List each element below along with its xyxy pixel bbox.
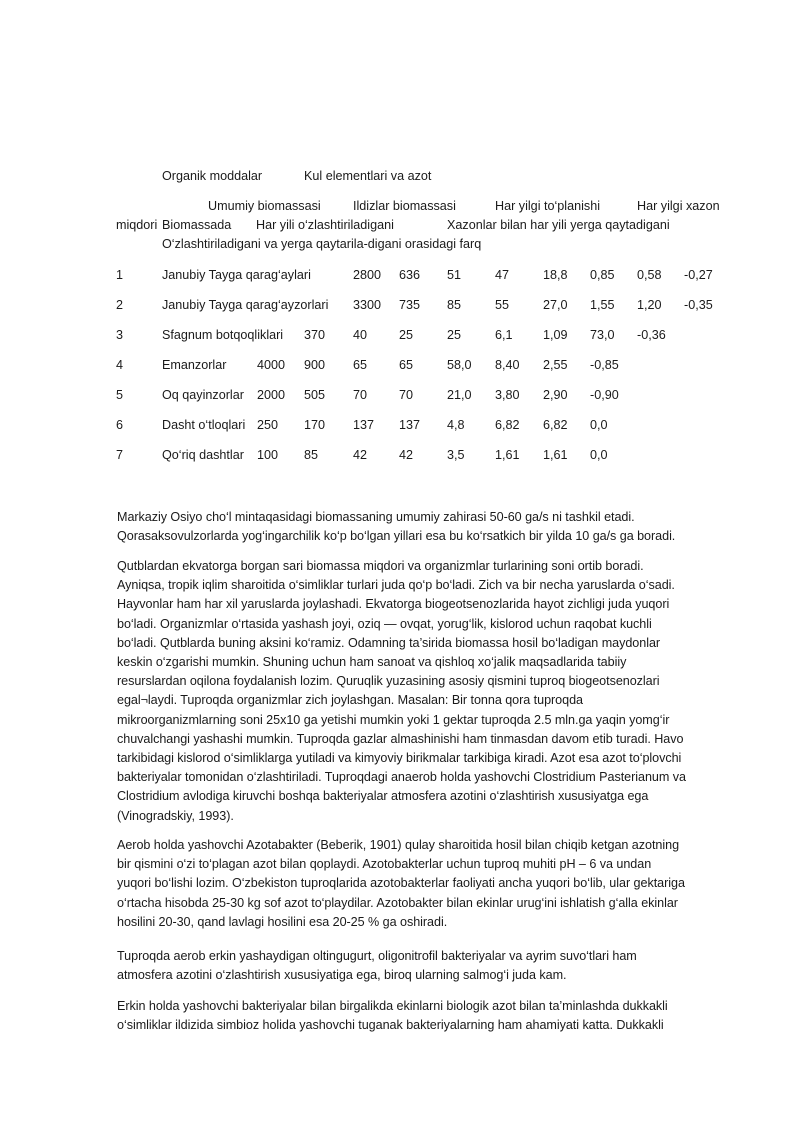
row-cell: 8,40 — [495, 358, 520, 372]
text-line: keskin o‘zgarishi mumkin. Shuning uchun ham sanoat va qishloq xo‘jalik maqsadlarida tabiiy — [117, 655, 627, 670]
row-cell: 6,1 — [495, 328, 513, 342]
row-cell: 3300 — [353, 298, 382, 312]
text-line: Markaziy Osiyo cho‘l mintaqasidagi biomassaning umumiy zahirasi 50-60 ga/s ni tashkil etadi. — [117, 510, 635, 524]
row-name: Janubiy Tayga qarag‘ayzorlari — [162, 298, 329, 312]
row-number: 3 — [116, 328, 124, 342]
text-line: Ayniqsa, tropik iqlim sharoitida o‘simliklar turlari juda qo‘p bo‘ladi. Zich va bir necha yaruslarda o‘sadi. — [117, 578, 675, 593]
row-cell: 70 — [399, 388, 414, 402]
text-line: hosilini 20-30, qand lavlagi hosilini esa 20-25 % ga oshiradi. — [117, 914, 448, 929]
row-cell: 85 — [447, 298, 462, 312]
row-cell: 2800 — [353, 268, 382, 282]
text-line: egal¬laydi. Tuproqda organizmlar zich joylashgan. Masalan: Bir tonna qora tuproqda — [117, 693, 584, 708]
row-number: 4 — [116, 358, 124, 372]
paragraph — [117, 947, 729, 985]
row-cell: 100 — [257, 448, 279, 462]
row-cell: 137 — [353, 418, 375, 432]
row-cell: 0,0 — [590, 448, 608, 462]
text-line: bir qismini o‘zi to‘plagan azot bilan qoplaydi. Azotobakterlar uchun tuproq muhiti pH – 6 va undan — [117, 857, 652, 872]
text-line: resurslardan oqilona foydalanish lozim. Quruqlik yuzasining asosiy qismini tuproq biogeotsenozlari — [117, 674, 660, 689]
text-line: Clostridium avlodiga kiruvchi boshqa bakteriyalar atmosfera azotini o‘zlashtirish xususiyatga ega — [117, 789, 649, 804]
header-ash: Kul elementlari va azot — [304, 169, 432, 183]
text-line: atmosfera azotini o‘zlashtirish xususiyatiga ega, biroq ularning salmog‘i juda kam. — [117, 968, 567, 983]
header-umumiy: Umumiy biomassasi — [208, 199, 321, 213]
row-cell: 1,61 — [495, 448, 520, 462]
row-cell: 900 — [304, 358, 326, 372]
row-cell: 3,5 — [447, 448, 465, 462]
paragraph — [117, 997, 729, 1035]
row-name: Dasht o‘tloqlari — [162, 418, 246, 432]
text-line: o‘simliklar ildizida simbioz holida yashovchi tuganak bakteriyalarning ham ahamiyati katta. Dukkakli — [117, 1018, 664, 1033]
text-line: tarkibidagi kislorod o‘simliklarga yutiladi va kimyoviy birikmalar tarkibiga kiradi. Azot esa azot to‘plovchi — [117, 751, 682, 766]
paragraph — [117, 557, 729, 826]
row-name: Janubiy Tayga qarag‘aylari — [162, 268, 311, 282]
row-cell: 505 — [304, 388, 326, 402]
row-number: 2 — [116, 298, 124, 312]
header-biomassada: Biomassada — [162, 218, 232, 232]
text-line: bakteriyalar tomonidan o‘zlashtiriladi. Tuproqdagi anaerob holda yashovchi Clostridium Pasterianum va — [117, 770, 686, 785]
row-cell: 42 — [399, 448, 414, 462]
header-har-yilgi: Har yilgi to‘planishi — [495, 199, 600, 213]
row-cell: 70 — [353, 388, 368, 402]
paragraph — [117, 836, 729, 932]
row-cell: -0,35 — [684, 298, 713, 312]
row-number: 7 — [116, 448, 124, 462]
row-name: Qo‘riq dashtlar — [162, 448, 244, 462]
row-cell: 735 — [399, 298, 421, 312]
row-cell: 636 — [399, 268, 421, 282]
header-miqdori: miqdori — [116, 218, 158, 232]
text-line: o‘rtacha hisobda 25-30 kg sof azot to‘playdilar. Azotobakter bilan ekinlar urug‘ini ishlatish g‘alla ekinlar — [117, 895, 678, 910]
text-line: bo‘ladi. Qutblarda buning aksini ko‘ramiz. Odamning ta’sirida biomassa hosil bo‘ladigan maydonlar — [117, 635, 661, 650]
header-organic: Organik moddalar — [162, 169, 263, 183]
row-cell: 2,55 — [543, 358, 568, 372]
text-line: chuvalchangi yashashi mumkin. Tuproqda gazlar almashinishi ham tinmasdan davom etib turadi. Havo — [117, 731, 684, 746]
paragraph — [117, 508, 729, 546]
row-cell: -0,90 — [590, 388, 619, 402]
row-cell: 21,0 — [447, 388, 472, 402]
row-cell: 1,55 — [590, 298, 615, 312]
row-cell: 6,82 — [543, 418, 568, 432]
row-cell: 0,0 — [590, 418, 608, 432]
text-line: (Vinogradskiy, 1993). — [117, 808, 234, 823]
row-cell: -0,85 — [590, 358, 619, 372]
row-cell: 1,20 — [637, 298, 662, 312]
text-line: Qutblardan ekvatorga borgan sari biomassa miqdori va organizmlar turlarining soni ortib boradi. — [117, 559, 644, 573]
text-line: Qorasaksovulzorlarda yog‘ingarchilik ko‘p bo‘lgan yillari esa bu ko‘rsatkich bir yilda 10 ga/s ga boradi. — [117, 529, 676, 544]
text-line: Tuproqda aerob erkin yashaydigan oltingugurt, oligonitrofil bakteriyalar va ayrim suvo‘tlari ham — [117, 949, 637, 963]
row-cell: 0,85 — [590, 268, 615, 282]
row-number: 1 — [116, 268, 124, 282]
row-cell: -0,36 — [637, 328, 666, 342]
row-cell: 25 — [447, 328, 462, 342]
text-line: Hayvonlar ham har xil yaruslarda joylashadi. Ekvatorga biogeotsenozlarida hayot zichligi juda yuqori — [117, 597, 670, 612]
header-xazon: Har yilgi xazon — [637, 199, 720, 213]
row-cell: 4,8 — [447, 418, 465, 432]
row-cell: -0,27 — [684, 268, 713, 282]
row-cell: 40 — [353, 328, 368, 342]
header-ildiz: Ildizlar biomassasi — [353, 199, 456, 213]
header-har-yili: Har yili o‘zlashtiriladigani — [256, 218, 394, 232]
header-farq: O‘zlashtiriladigani va yerga qaytarila-digani orasidagi farq — [162, 237, 482, 251]
row-cell: 170 — [304, 418, 326, 432]
row-cell: 3,80 — [495, 388, 520, 402]
row-cell: 137 — [399, 418, 421, 432]
row-name: Oq qayinzorlar — [162, 388, 244, 402]
row-cell: 250 — [257, 418, 279, 432]
row-cell: 370 — [304, 328, 326, 342]
row-cell: 1,09 — [543, 328, 568, 342]
row-name: Sfagnum botqoqliklari — [162, 328, 284, 342]
header-xazonlar: Xazonlar bilan har yili yerga qaytadigani — [447, 218, 670, 232]
row-number: 5 — [116, 388, 124, 402]
row-number: 6 — [116, 418, 124, 432]
row-cell: 73,0 — [590, 328, 615, 342]
row-cell: 0,58 — [637, 268, 662, 282]
row-cell: 42 — [353, 448, 368, 462]
text-line: Erkin holda yashovchi bakteriyalar bilan birgalikda ekinlarni biologik azot bilan ta’minlashda dukkakli — [117, 999, 668, 1013]
row-cell: 4000 — [257, 358, 286, 372]
row-cell: 1,61 — [543, 448, 568, 462]
row-cell: 25 — [399, 328, 414, 342]
row-cell: 47 — [495, 268, 510, 282]
text-line: mikroorganizmlarning soni 25x10 ga yetishi mumkin yoki 1 gektar tuproqda 2.5 mln.ga yaqin yomg‘ir — [117, 712, 670, 727]
row-cell: 65 — [353, 358, 368, 372]
row-name: Emanzorlar — [162, 358, 227, 372]
text-line: Aerob holda yashovchi Azotabakter (Beberik, 1901) qulay sharoitida hosil bilan chiqib ketgan azotning — [117, 838, 680, 852]
row-cell: 58,0 — [447, 358, 472, 372]
row-cell: 27,0 — [543, 298, 568, 312]
row-cell: 18,8 — [543, 268, 568, 282]
row-cell: 2000 — [257, 388, 286, 402]
row-cell: 6,82 — [495, 418, 520, 432]
row-cell: 55 — [495, 298, 510, 312]
row-cell: 51 — [447, 268, 462, 282]
text-line: bo‘ladi. Organizmlar o‘rtasida yashash joyi, oziq — ovqat, yorug‘lik, kislorod uchun raqobat kuchli — [117, 616, 652, 631]
row-cell: 65 — [399, 358, 414, 372]
row-cell: 85 — [304, 448, 319, 462]
text-line: yuqori bo‘lishi lozim. O‘zbekiston tuproqlarida azotobakterlar faoliyati ancha yuqori bo‘lib, ular gektariga — [117, 876, 685, 891]
row-cell: 2,90 — [543, 388, 568, 402]
